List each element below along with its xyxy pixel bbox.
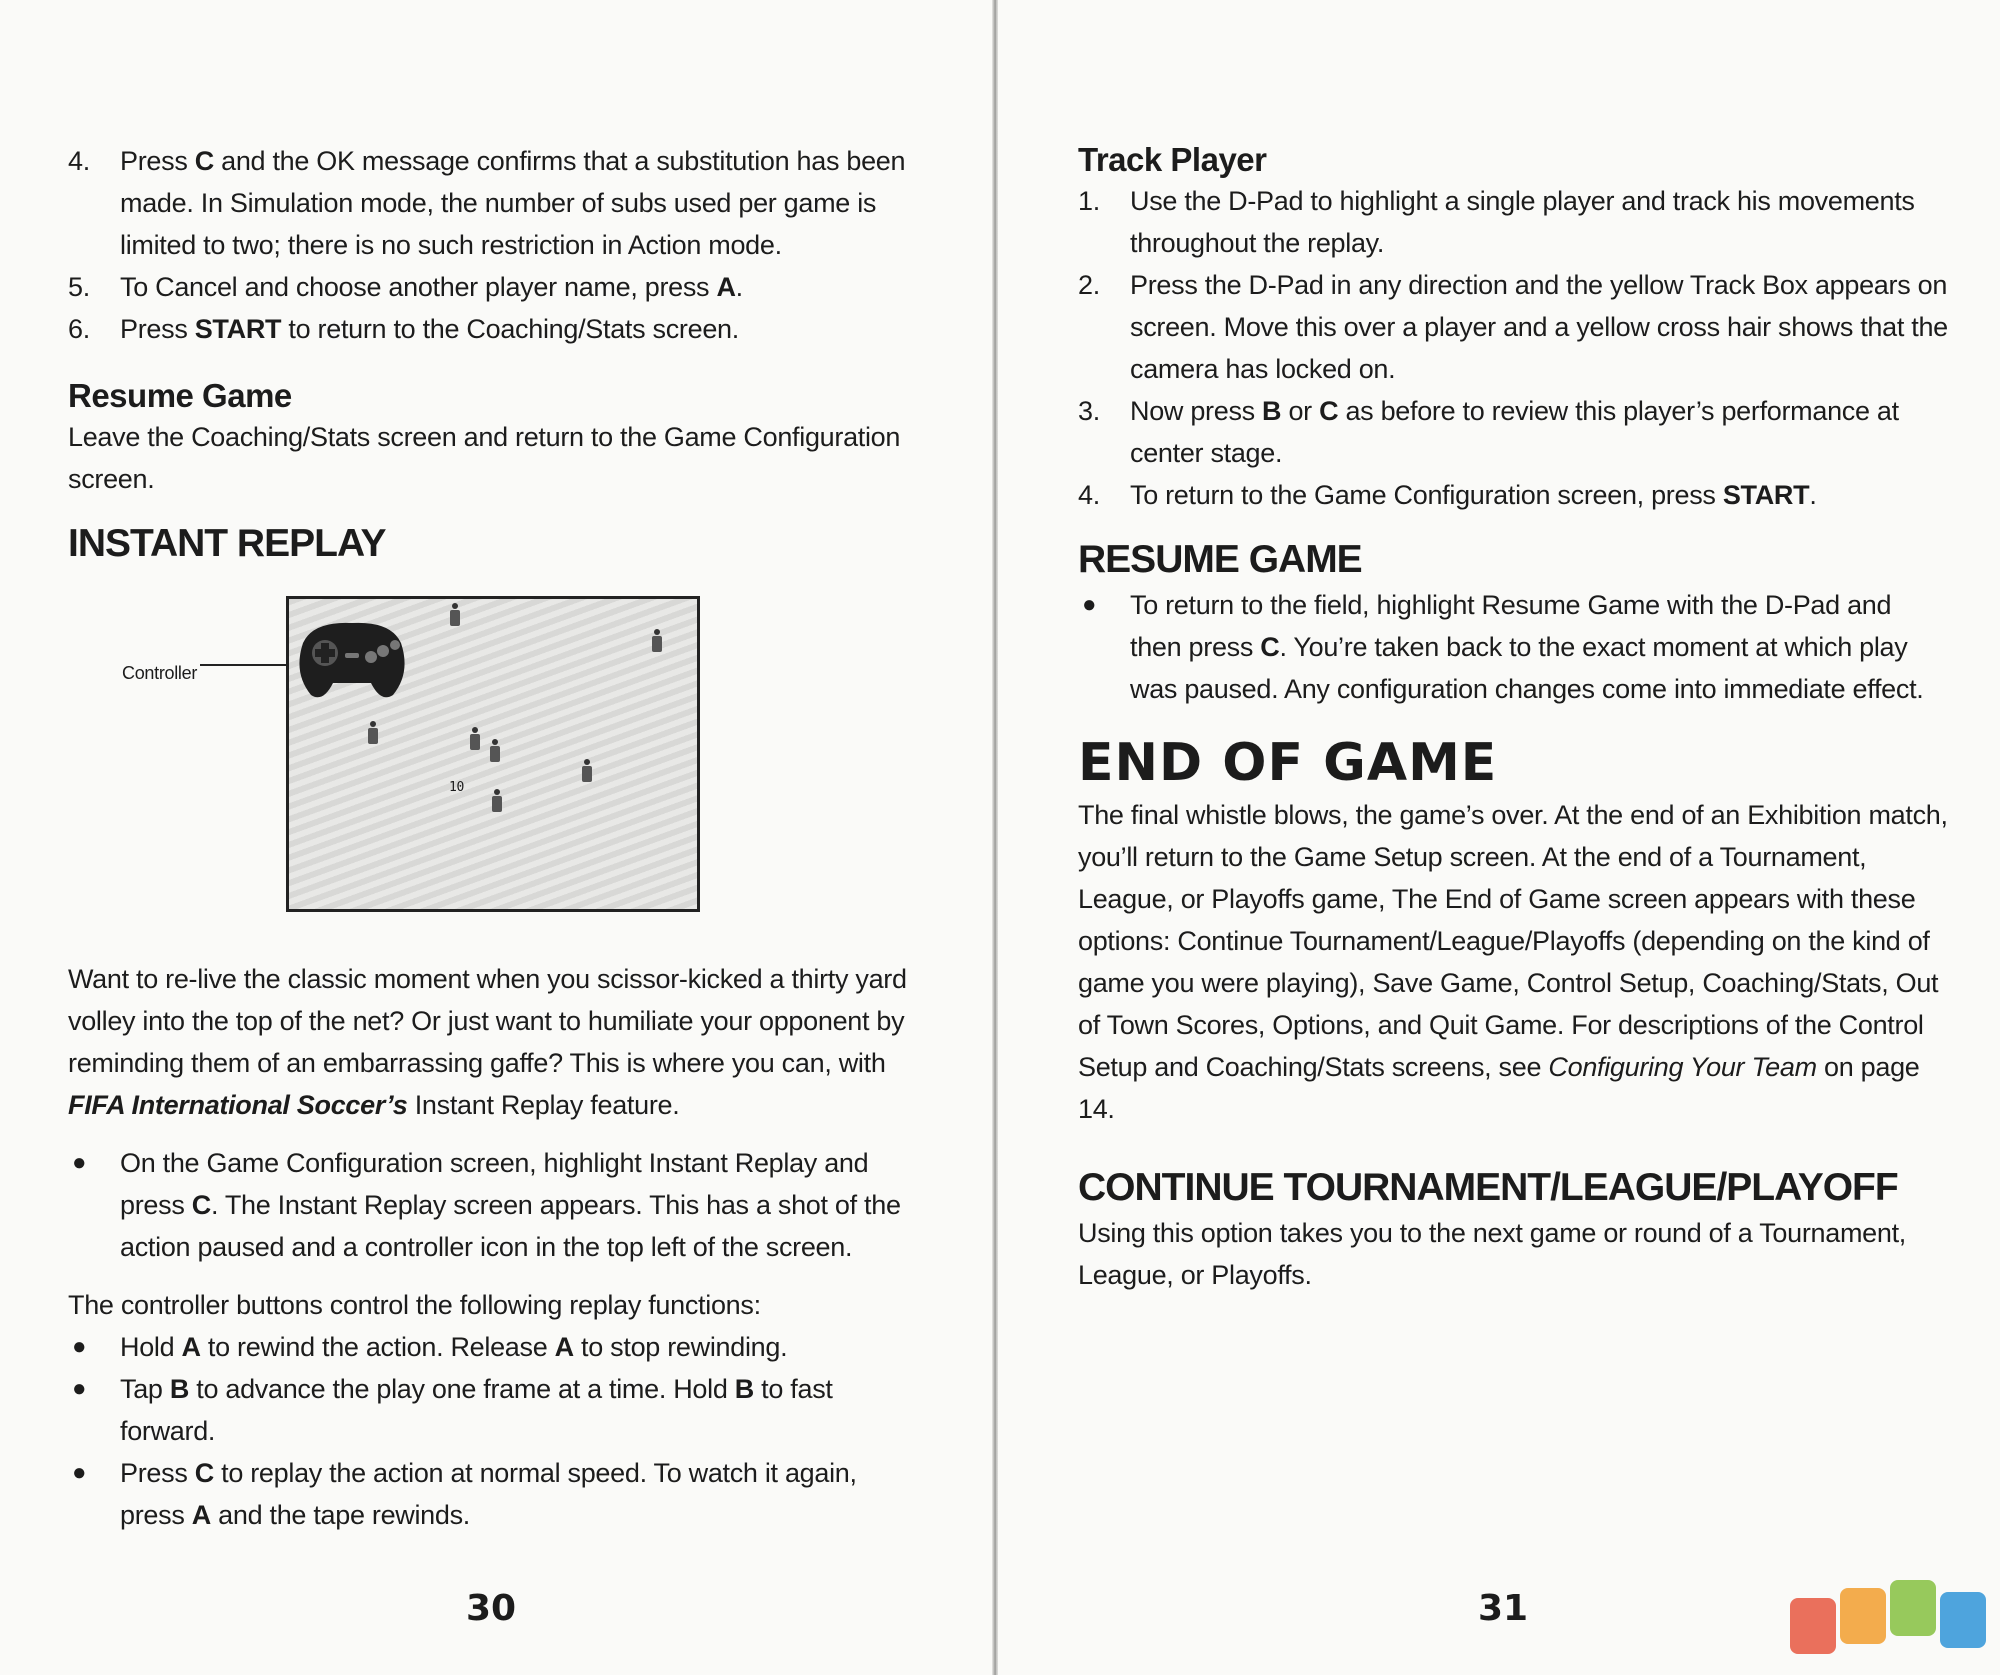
step-number: 3. <box>1078 396 1100 426</box>
paragraph-text: The final whistle blows, the game’s over. At the end of an Exhibition match, you’ll return to the Game Setup screen. At the end of a Tournament, League, or Playoffs game, The End of Game screen appears with these options: Continue Tournament/League/Playoffs (depending on the kind of game you were playing), Save Game, Control Setup, Coaching/Stats, Out of Town Scores, Options, and Quit Game. For descriptions of the Control Setup and Coaching/Stats screens, see <box>1078 800 1948 1082</box>
key-label: B <box>734 1374 754 1404</box>
logo-tile <box>1790 1598 1836 1654</box>
game-title: FIFA International Soccer’s <box>68 1090 408 1120</box>
step-text: To Cancel and choose another player name, press <box>120 272 717 302</box>
page-number: 31 <box>1478 1588 1529 1629</box>
key-label: C <box>1319 396 1339 426</box>
key-label: B <box>169 1374 190 1404</box>
bullet-text: To return to the field, highlight Resume Game with the D-Pad and then press <box>1130 590 1892 662</box>
replay-screenshot <box>286 596 700 912</box>
track-step-3 <box>1078 390 1948 474</box>
step-number: 1. <box>1078 186 1100 216</box>
step-text: Press the D-Pad in any direction and the yellow Track Box appears on screen. Move this over a player and a yellow cross hair shows that the camera has locked on. <box>1130 270 1948 384</box>
step-number: 5. <box>68 272 90 302</box>
bullet-text: to advance the play one frame at a time. Hold <box>189 1374 735 1404</box>
bullet-text: Hold <box>120 1332 182 1362</box>
controller-icon <box>293 613 411 703</box>
control-item-rewind <box>68 1326 928 1368</box>
bullet-icon: ● <box>72 1333 87 1360</box>
step-number: 6. <box>68 314 90 344</box>
player-sprite <box>449 603 461 629</box>
bullet-text: and the tape rewinds. <box>210 1500 471 1530</box>
player-sprite <box>581 759 593 785</box>
step-5 <box>68 266 928 308</box>
key-label: A <box>191 1500 211 1530</box>
cross-reference: Configuring Your Team <box>1548 1052 1817 1082</box>
player-sprite <box>651 629 663 655</box>
bullet-text: to stop rewinding. <box>573 1332 788 1362</box>
step-text: To return to the Game Configuration screen, press <box>1130 480 1723 510</box>
continue-heading: CONTINUE TOURNAMENT/LEAGUE/PLAYOFF <box>1078 1166 1898 1209</box>
step-text: as before to review this player’s performance at center stage. <box>1130 396 1899 468</box>
step-number: 2. <box>1078 270 1100 300</box>
figure-label: Controller <box>122 663 198 683</box>
right-column <box>1078 140 1948 1296</box>
track-step-1 <box>1078 180 1948 264</box>
bullet-text: . The Instant Replay screen appears. This has a shot of the action paused and a controller icon in the top left of the screen. <box>120 1190 901 1262</box>
resume-game-heading: RESUME GAME <box>1078 538 1362 581</box>
step-text: . <box>1809 480 1817 510</box>
bullet-text: Tap <box>120 1374 170 1404</box>
step-text: or <box>1281 396 1320 426</box>
track-step-2 <box>1078 264 1948 390</box>
vgdb-watermark-logo <box>1790 1580 1995 1660</box>
page-number: 30 <box>466 1588 517 1629</box>
step-number: 4. <box>1078 480 1100 510</box>
resume-bullet <box>1078 584 1948 710</box>
step-text: Press <box>120 314 195 344</box>
key-label: C <box>1260 632 1280 662</box>
end-of-game-paragraph <box>1078 794 1948 1130</box>
key-label: C <box>191 1190 211 1220</box>
key-label: A <box>181 1332 201 1362</box>
track-player-heading: Track Player <box>1078 141 1267 178</box>
player-sprite <box>367 721 379 747</box>
logo-tile <box>1890 1580 1936 1636</box>
key-label: A <box>716 272 736 302</box>
step-6 <box>68 308 928 350</box>
instant-replay-figure <box>68 596 928 958</box>
controls-lead: The controller buttons control the following replay functions: <box>68 1290 761 1320</box>
paragraph-text: on page 14. <box>1078 1052 1920 1124</box>
track-step-4 <box>1078 474 1948 516</box>
step-text: Use the D-Pad to highlight a single player and track his movements throughout the replay. <box>1130 186 1915 258</box>
key-label: C <box>194 146 214 176</box>
control-item-advance <box>68 1368 928 1452</box>
step-text: to return to the Coaching/Stats screen. <box>281 314 739 344</box>
bullet-text: to replay the action at normal speed. To watch it again, press <box>120 1458 857 1530</box>
instant-replay-heading: INSTANT REPLAY <box>68 522 386 565</box>
bullet-text: On the Game Configuration screen, highlight Instant Replay and press <box>120 1148 869 1220</box>
step-text: . <box>735 272 743 302</box>
bullet-item <box>68 1142 928 1268</box>
replay-intro-paragraph <box>68 958 928 1126</box>
continue-text: Using this option takes you to the next game or round of a Tournament, League, or Playoffs. <box>1078 1218 1907 1290</box>
bullet-icon: ● <box>72 1149 87 1176</box>
bullet-icon: ● <box>72 1459 87 1486</box>
resume-game-heading: Resume Game <box>68 377 292 414</box>
bullet-icon: ● <box>72 1375 87 1402</box>
key-label: START <box>194 314 282 344</box>
paragraph-text: Want to re-live the classic moment when you scissor-kicked a thirty yard volley into the top of the net? Or just want to humiliate your opponent by reminding them of an embarrassing gaffe? This is where you can, with <box>68 964 907 1078</box>
left-column <box>68 140 928 1536</box>
bullet-text: Press <box>120 1458 195 1488</box>
key-label: C <box>194 1458 214 1488</box>
logo-tile <box>1940 1592 1986 1648</box>
resume-game-text: Leave the Coaching/Stats screen and return to the Game Configuration screen. <box>68 422 901 494</box>
control-item-replay <box>68 1452 928 1536</box>
step-text: Now press <box>1130 396 1263 426</box>
bullet-text: . You’re taken back to the exact moment at which play was paused. Any configuration changes come into immediate effect. <box>1130 632 1924 704</box>
bullet-icon: ● <box>1082 591 1097 618</box>
paragraph-text: Instant Replay feature. <box>407 1090 680 1120</box>
left-page <box>0 0 995 1675</box>
player-sprite <box>489 739 501 765</box>
key-label: B <box>1262 396 1282 426</box>
end-of-game-heading: END OF GAME <box>1078 733 1498 793</box>
logo-tile <box>1840 1588 1886 1644</box>
bullet-text: to rewind the action. Release <box>200 1332 555 1362</box>
step-text: Press <box>120 146 195 176</box>
step-text: and the OK message confirms that a substitution has been made. In Simulation mode, the number of subs used per game is limited to two; there is no such restriction in Action mode. <box>120 146 906 260</box>
player-sprite <box>469 727 481 753</box>
step-number: 4. <box>68 146 90 176</box>
shirt-number: 10 <box>449 780 465 795</box>
key-label: A <box>554 1332 574 1362</box>
step-4 <box>68 140 928 266</box>
key-label: START <box>1722 480 1810 510</box>
bullet-text: to fast forward. <box>120 1374 833 1446</box>
player-sprite <box>491 789 503 815</box>
